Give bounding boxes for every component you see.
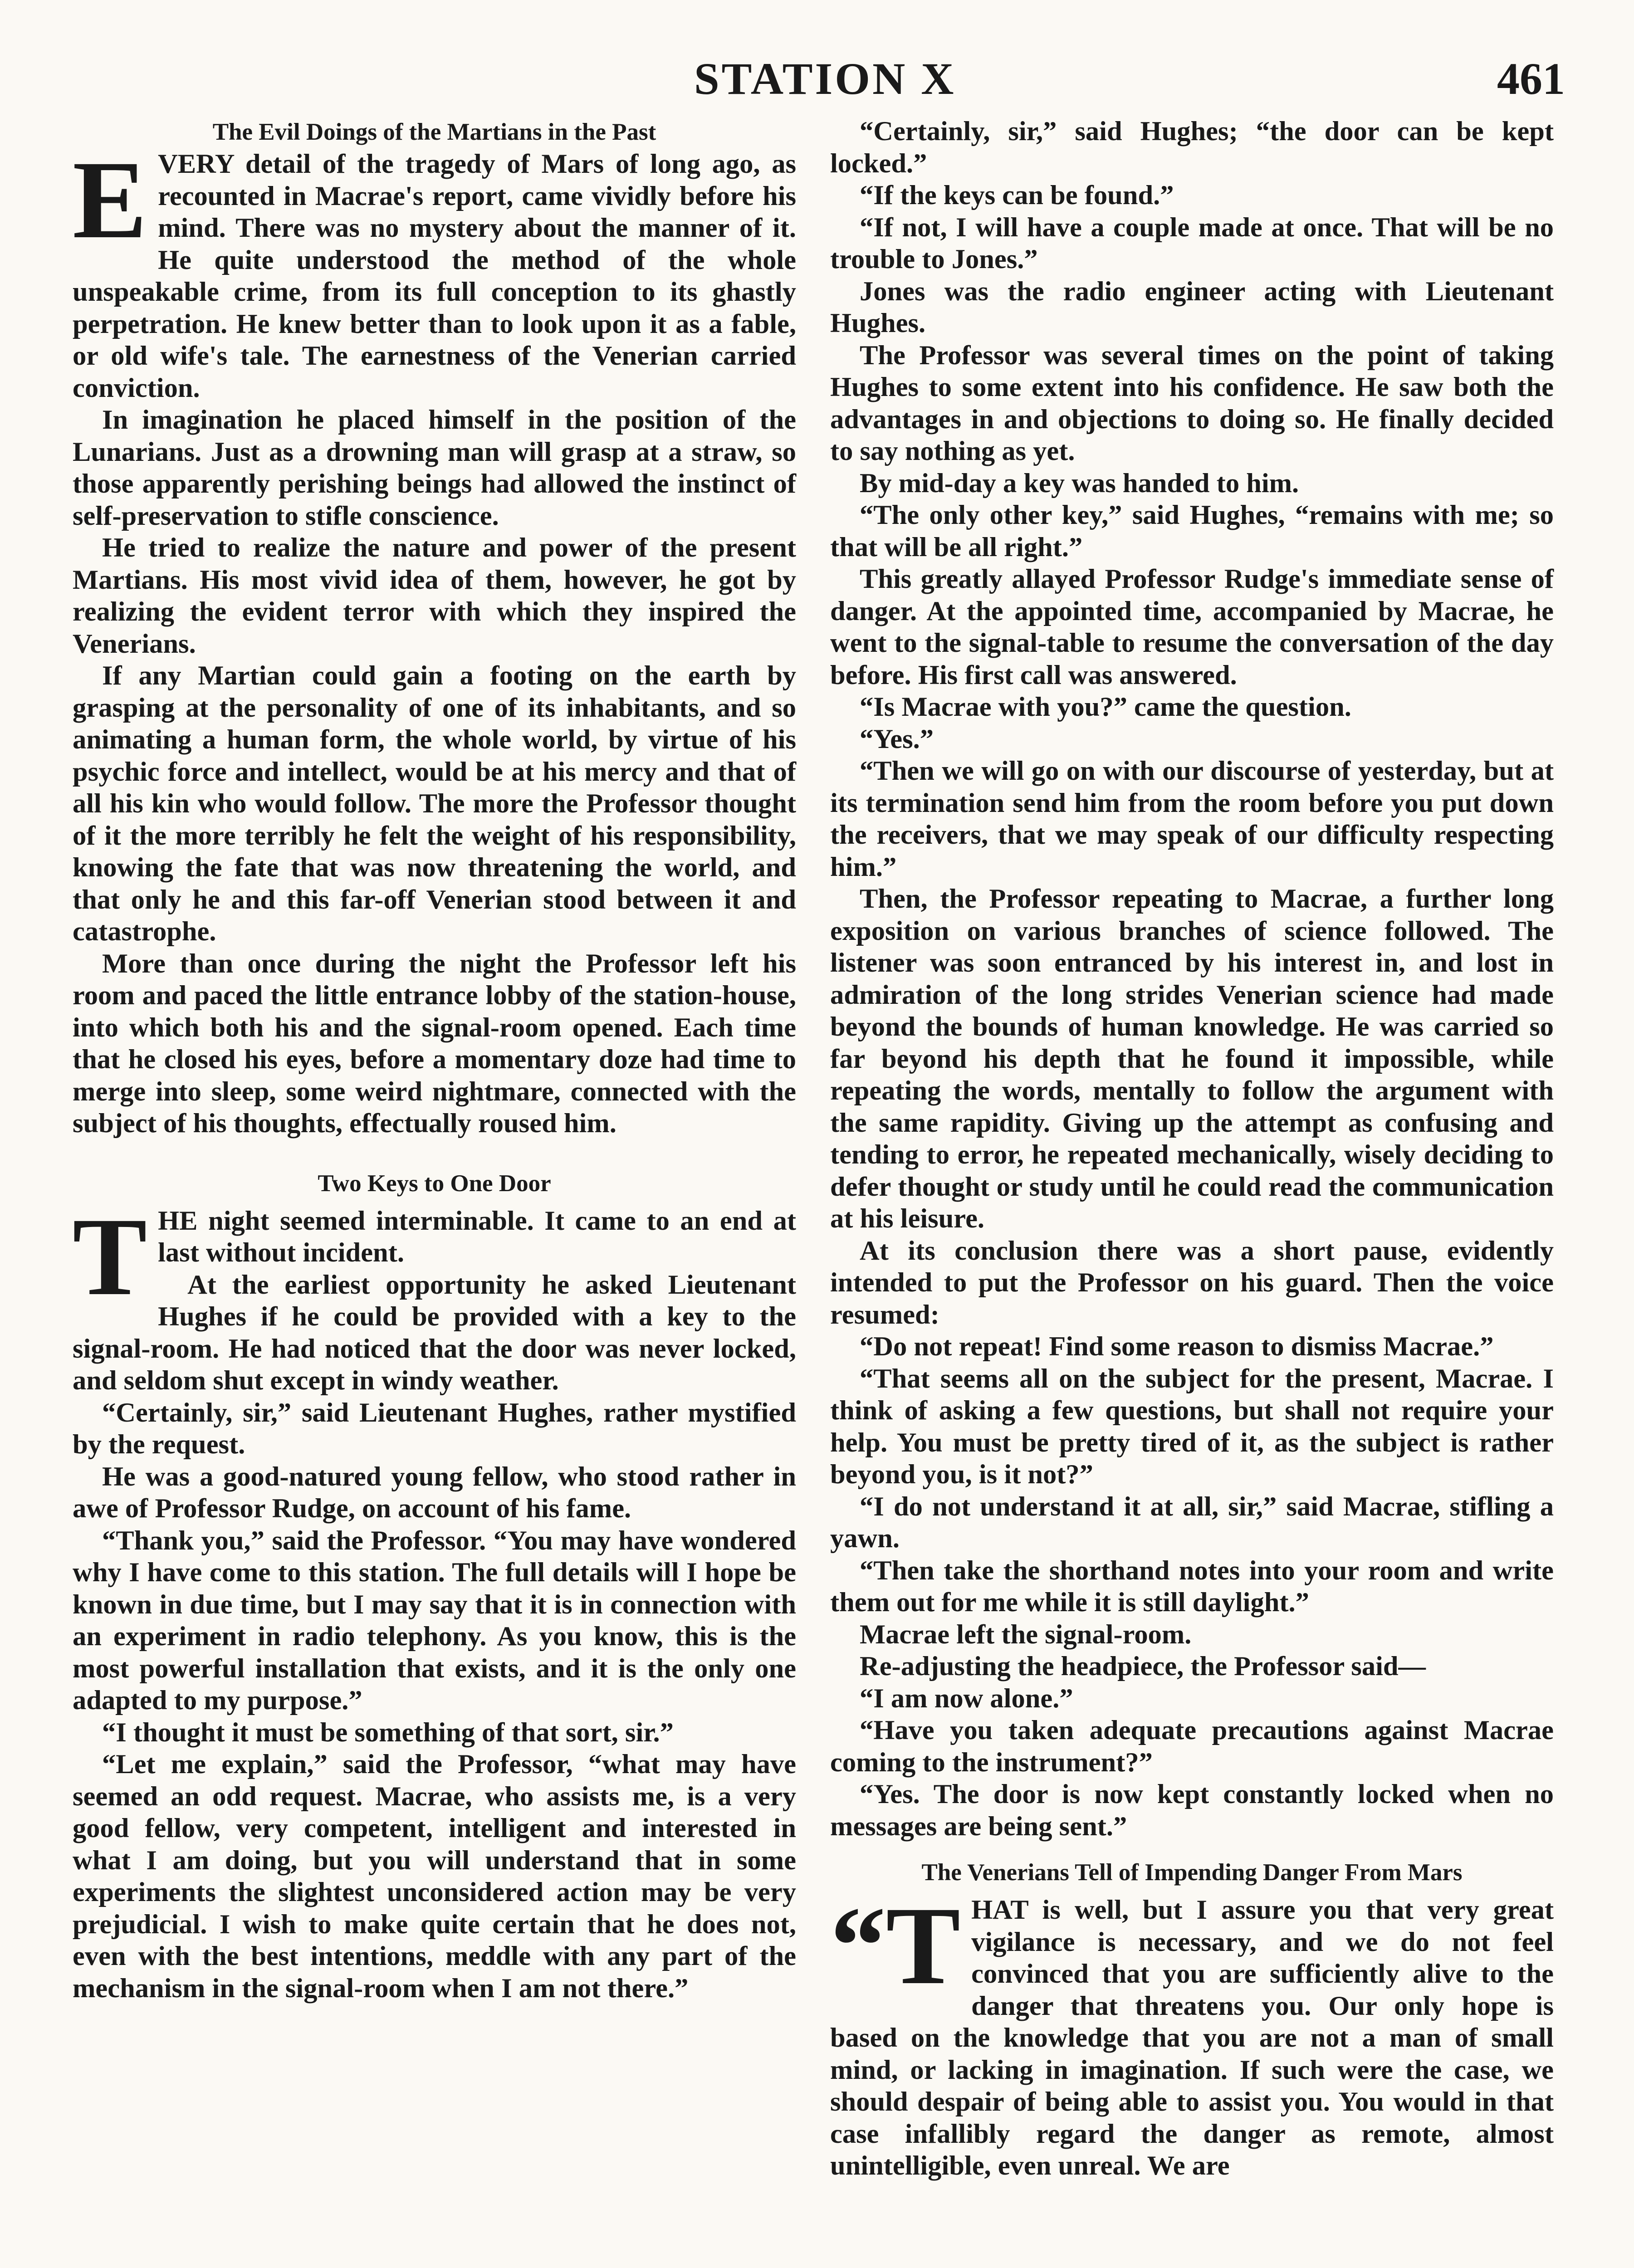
paragraph: “Thank you,” said the Professor. “You may have wondered why I have come to this station. The full details will I hope be known in due time, but I may say that it is in connection with an experiment in radio telephony. As you know, this is the most powerful installation that exists, and it is the only one adapted to my purpose.”: [73, 1525, 796, 1716]
drop-cap: T: [73, 1195, 147, 1319]
paragraph: “Certainly, sir,” said Lieutenant Hughes, rather mystified by the request.: [73, 1397, 796, 1460]
paragraph: “Yes. The door is now kept constantly locked when no messages are being sent.”: [830, 1779, 1554, 1842]
paragraph: “Certainly, sir,” said Hughes; “the door can be kept locked.”: [830, 116, 1554, 179]
paragraph: “Is Macrae with you?” came the question.: [860, 692, 1351, 722]
paragraph: “If not, I will have a couple made at once. That will be no trouble to Jones.”: [830, 212, 1554, 274]
page-header: [0, 50, 1634, 113]
paragraph: If any Martian could gain a footing on the earth by grasping at the personality of one of its inhabitants, and so animating a human form, the whole world, by virtue of his psychic force and intellect, would be at his mercy and that of all his kin who would follow. The more the Professor thought of it the more terribly he felt the weight of his responsibility, knowing the fate that was now threatening the world, and that only he and this far-off Venerian stood between it and catastrophe.: [73, 660, 796, 947]
paragraph: “Do not repeat! Find some reason to dismiss Macrae.”: [860, 1331, 1494, 1362]
paragraph: Jones was the radio engineer acting with Lieutenant Hughes.: [830, 276, 1554, 338]
paragraph: “I do not understand it at all, sir,” said Macrae, stifling a yawn.: [830, 1491, 1554, 1554]
drop-cap: “T: [830, 1884, 961, 2008]
section-heading-venerians: The Venerians Tell of Impending Danger From Mars: [921, 1859, 1463, 1886]
paragraph: “Have you taken adequate precautions against Macrae coming to the instrument?”: [830, 1715, 1554, 1778]
paragraph: “Then take the shorthand notes into your room and write them out for me while it is still daylight.”: [830, 1555, 1554, 1618]
paragraph: “I am now alone.”: [860, 1683, 1073, 1714]
paragraph: At the earliest opportunity he asked Lieutenant Hughes if he could be provided with a key to the signal-room. He had noticed that the door was never locked, and seldom shut except in windy weather.: [73, 1269, 796, 1396]
drop-cap: E: [73, 138, 147, 262]
paragraph: The Professor was several times on the point of taking Hughes to some extent into his confidence. He saw both the advantages in and objections to doing so. He finally decided to say nothing as yet.: [830, 340, 1554, 466]
paragraph: “If the keys can be found.”: [860, 180, 1174, 210]
paragraph: “The only other key,” said Hughes, “remains with me; so that will be all right.”: [830, 500, 1554, 562]
paragraph: “Then we will go on with our discourse of yesterday, but at its termination send him from the room before you put down the receivers, that we may speak of our difficulty respecting him.”: [830, 756, 1554, 882]
paragraph: More than once during the night the Professor left his room and paced the little entrance lobby of the station-house, into which both his and the signal-room opened. Each time that he closed his eyes, before a momentary doze had time to merge into sleep, some weird nightmare, connected with the subject of his thoughts, effectually roused him.: [73, 948, 796, 1139]
paragraph: “That seems all on the subject for the present, Macrae. I think of asking a few questions, but shall not require your help. You must be pretty tired of it, as the subject is rather beyond you, is it not?”: [830, 1363, 1554, 1490]
paragraph: He tried to realize the nature and power of the present Martians. His most vivid idea of them, however, he got by realizing the evident terror with which they inspired the Venerians.: [73, 533, 796, 659]
paragraph: Macrae left the signal-room.: [860, 1619, 1192, 1650]
paragraph: By mid-day a key was handed to him.: [860, 468, 1299, 499]
left-column: [73, 116, 796, 2004]
section-heading-two-keys: Two Keys to One Door: [318, 1170, 551, 1197]
running-head: STATION X: [694, 54, 956, 104]
paragraph: This greatly allayed Professor Rudge's immediate sense of danger. At the appointed time, accompanied by Macrae, he went to the signal-table to resume the conversation of the day before. His first call was answered.: [830, 564, 1554, 690]
paragraph: “Yes.”: [860, 723, 934, 754]
paragraph: Re-adjusting the headpiece, the Professor said—: [860, 1651, 1426, 1681]
page-number: 461: [1497, 54, 1565, 104]
paragraph: “Let me explain,” said the Professor, “what may have seemed an odd request. Macrae, who assists me, is a very good fellow, very competent, intelligent and interested in what I am doing, but you will understand that in some experiments the slightest unconsidered action may be very prejudicial. I wish to make quite certain that he does not, even with the best intentions, meddle with any part of the mechanism in the signal-room when I am not there.”: [73, 1749, 796, 2004]
right-column: [830, 116, 1554, 2182]
paragraph: In imagination he placed himself in the position of the Lunarians. Just as a drowning man will grasp at a straw, so those apparently perishing beings had allowed the instinct of self-preservation to stifle conscience.: [73, 405, 796, 531]
paragraph: At its conclusion there was a short pause, evidently intended to put the Professor on his guard. Then the voice resumed:: [830, 1235, 1554, 1330]
paragraph: Then, the Professor repeating to Macrae, a further long exposition on various branches of science followed. The listener was soon entranced by his interest in, and lost in admiration of the long strides Venerian science had made beyond the bounds of human knowledge. He was carried so far beyond his depth that he found it impossible, while repeating the words, mentally to follow the argument with the same rapidity. Giving up the attempt as confusing and tending to error, he repeated mechanically, wisely deciding to defer thought or study until he could read the communication at his leisure.: [830, 884, 1554, 1234]
section-heading-evil-doings: The Evil Doings of the Martians in the Past: [212, 119, 656, 145]
paragraph: THE night seemed interminable. It came to an end at last without incident.: [73, 1195, 796, 1319]
paragraph: “THAT is well, but I assure you that very great vigilance is necessary, and we do not feel convinced that you are sufficiently alive to the danger that threatens you. Our only hope is based on the knowledge that you are not a man of small mind, or lacking in imagination. If such were the case, we should despair of being able to assist you. You would in that case infallibly regard the danger as remote, almost unintelligible, even unreal. We are: [830, 1884, 1554, 2181]
paragraph: He was a good-natured young fellow, who stood rather in awe of Professor Rudge, on account of his fame.: [73, 1461, 796, 1524]
paragraph: EVERY detail of the tragedy of Mars of long ago, as recounted in Macrae's report, came vividly before his mind. There was no mystery about the manner of it. He quite understood the method of the whole unspeakable crime, from its full conception to its ghastly perpetration. He knew better than to look upon it as a fable, or old wife's tale. The earnestness of the Venerian carried conviction.: [73, 138, 796, 403]
paragraph: “I thought it must be something of that sort, sir.”: [102, 1717, 674, 1748]
